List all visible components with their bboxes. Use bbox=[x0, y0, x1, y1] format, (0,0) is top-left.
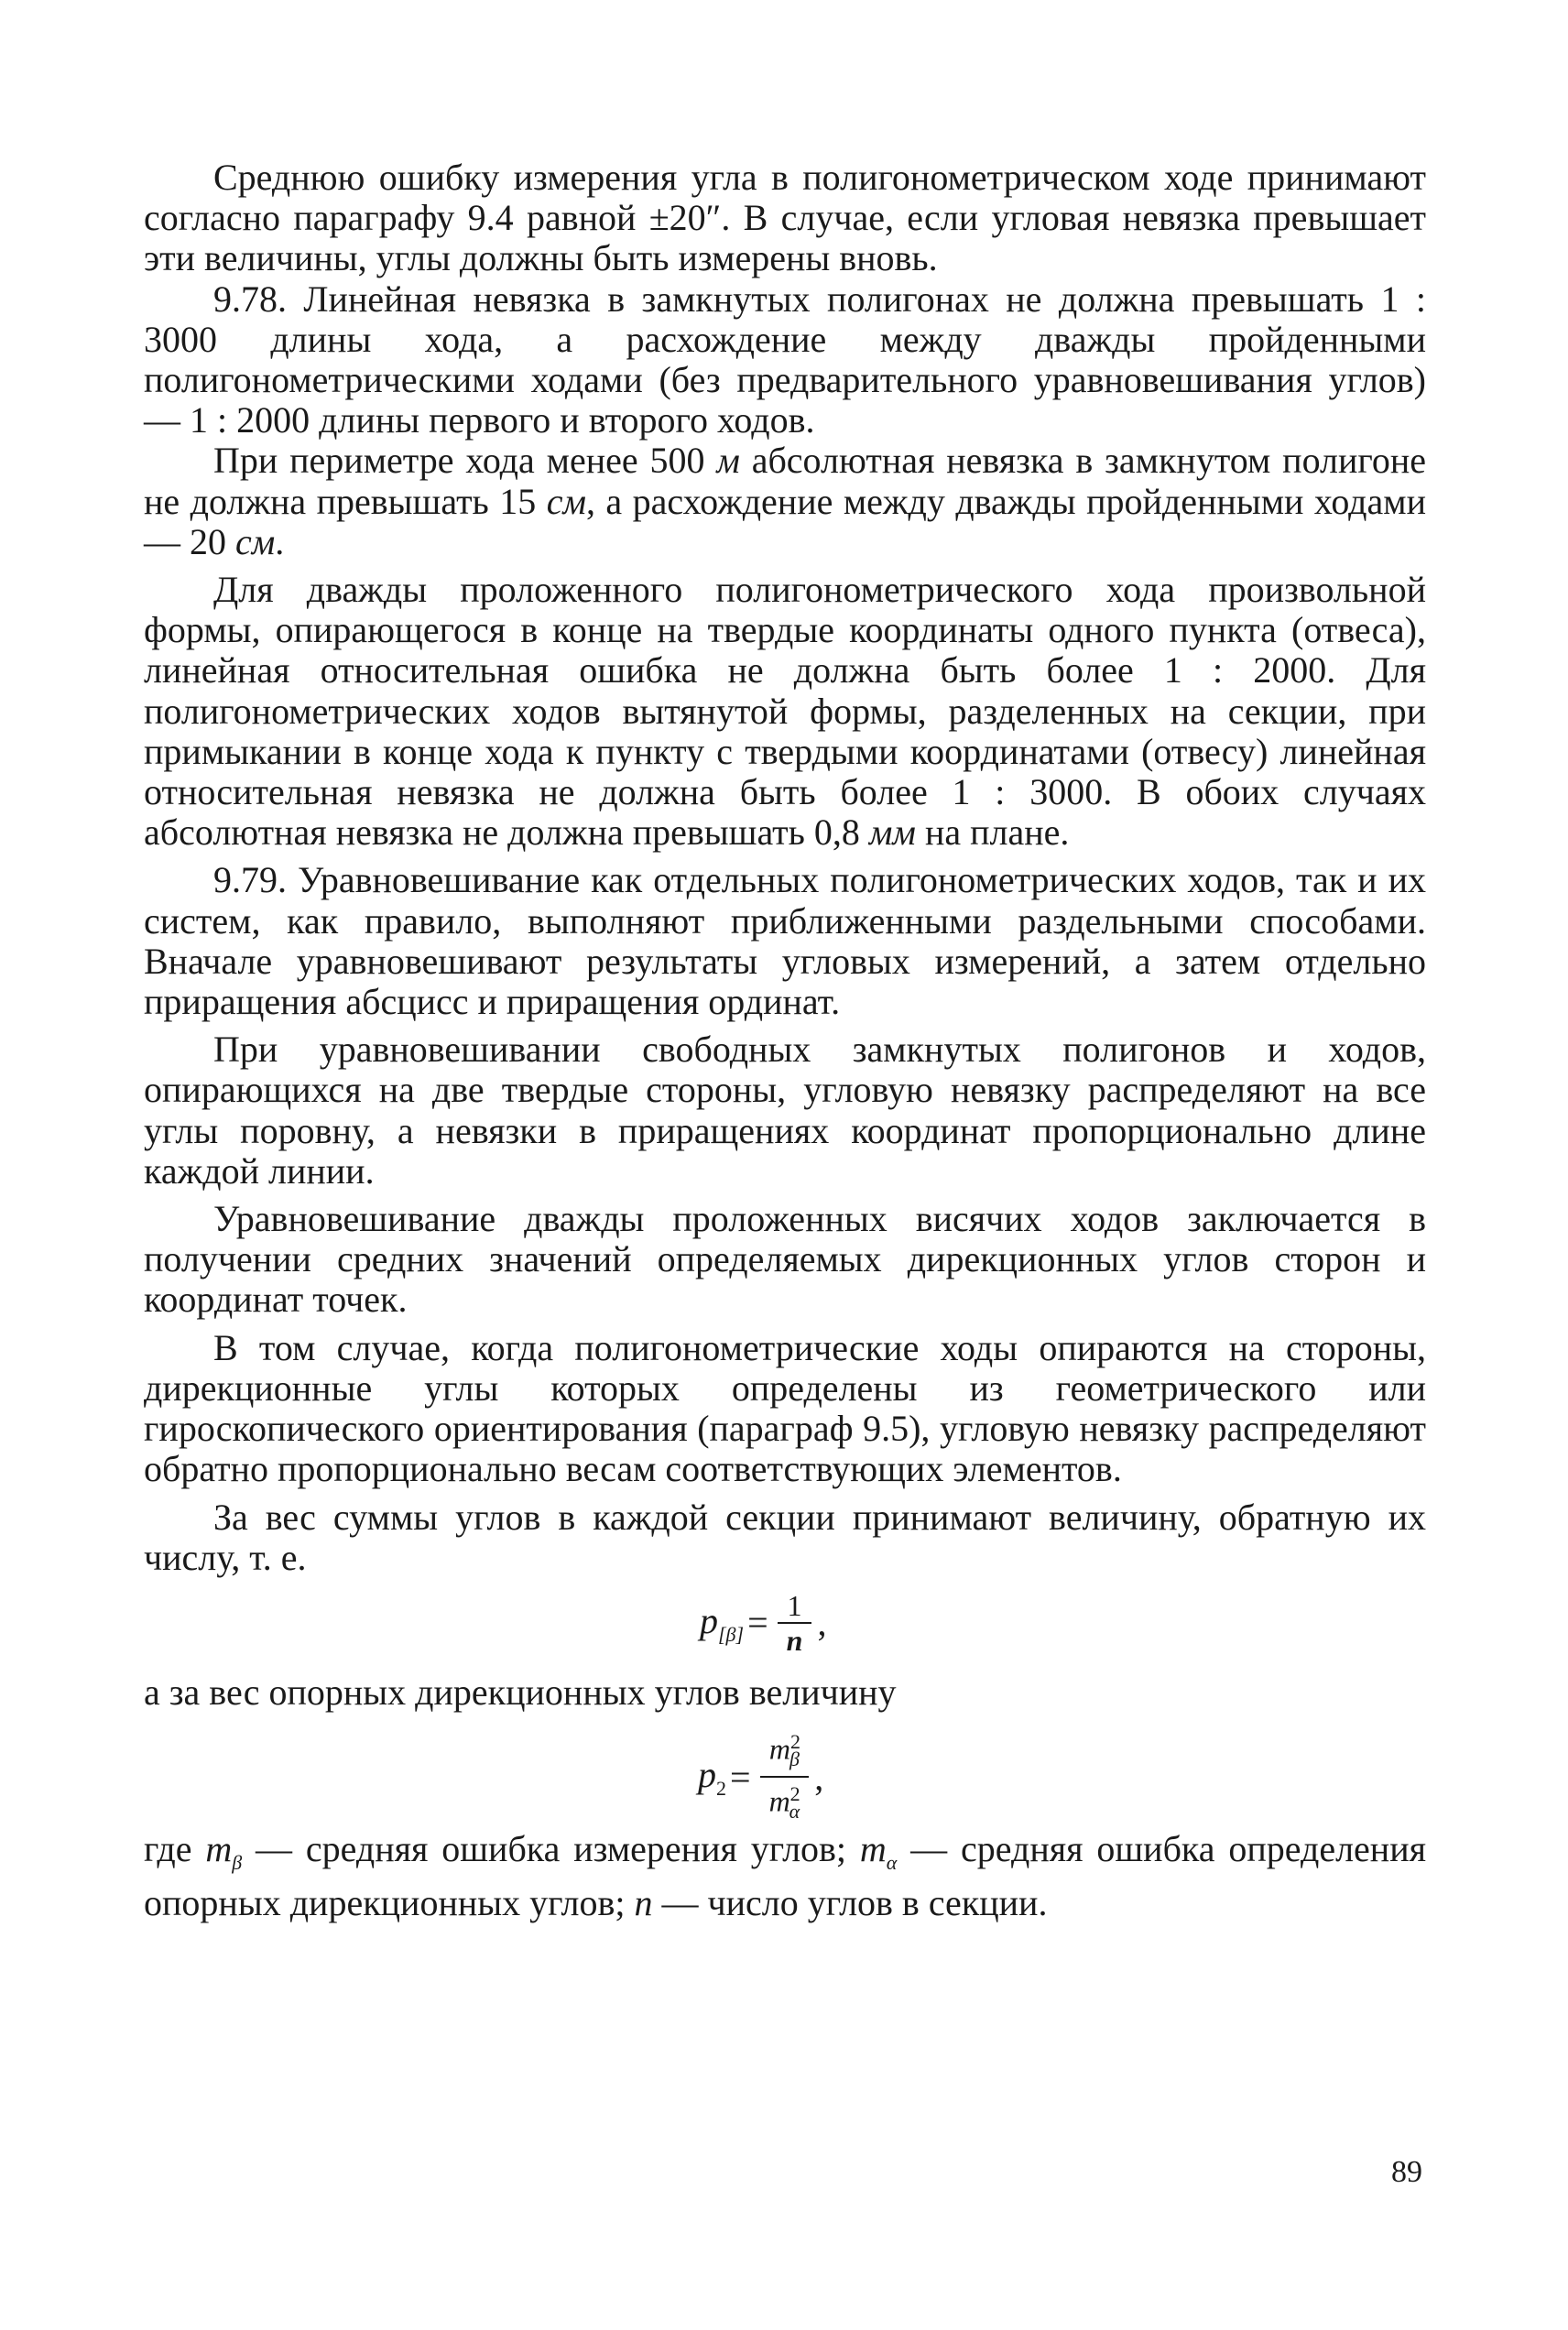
unit-cm: см bbox=[235, 520, 276, 562]
unit-cm: см bbox=[546, 480, 586, 522]
fraction-numerator: $m^2_\beta$ bbox=[768, 1730, 800, 1771]
text: Для дважды проложенного полигонометрического хода произвольной формы, опирающегося в конце на твердые координаты одного пункта (отвеса), линейная относительная ошибка не должна быть более 1 : 2000. Для полигонометрических ходов вытянутой формы, разделенных на секции, при примыкании в конце хода к пункту с твердыми координатами (отвесу) линейная относительная невязка не должна быть более 1 : 3000. В обоих случаях абсолютная невязка не должна превышать 0,8 bbox=[144, 569, 1426, 854]
formula-equals: = bbox=[747, 1602, 768, 1644]
text: — число углов в секции. bbox=[652, 1882, 1048, 1924]
formula-comma: , bbox=[814, 1756, 824, 1798]
text: на плане. bbox=[915, 811, 1070, 854]
paragraph-9-78: 9.78. Линейная невязка в замкнутых полигонах не должна превышать 1 : 3000 длины хода, а расхождение между дважды пройденными полигонометрическими ходами (без предварительного уравновешивания углов) — 1 : 2000 длины первого и второго ходов. bbox=[144, 278, 1426, 441]
text: . bbox=[275, 520, 285, 562]
paragraph-9-79: 9.79. Уравновешивание как отдельных полигонометрических ходов, так и их систем, как правило, выполняют приближенными раздельными способами. Вначале уравновешивают результаты угловых измерений, а затем отдельно приращения абсцисс и приращения ординат. bbox=[144, 859, 1426, 1023]
paragraph-orientation: В том случае, когда полигонометрические ходы опираются на стороны, дирекционные углы которых определены из геометрического или гироскопического ориентирования (параграф 9.5), угловую невязку распределяют обратно пропорционально весам соответствующих элементов. bbox=[144, 1326, 1426, 1490]
formula-weight-2 bbox=[144, 1713, 1426, 1836]
text: где bbox=[144, 1828, 206, 1870]
symbol-m-alpha: $m_\alpha$ bbox=[859, 1828, 898, 1875]
formula-weight-beta bbox=[144, 1578, 1426, 1693]
page-number: 89 bbox=[1391, 2155, 1422, 2189]
formula-fraction bbox=[778, 1589, 812, 1657]
symbol-n: n bbox=[634, 1882, 653, 1924]
formula-fraction bbox=[760, 1726, 810, 1828]
unit-mm: мм bbox=[868, 811, 916, 854]
page-body bbox=[144, 158, 1426, 1924]
paragraph-weight-sum: За вес суммы углов в каждой секции принимают величину, обратную их числу, т. е. bbox=[144, 1496, 1426, 1578]
paragraph-where bbox=[144, 1829, 1426, 1923]
fraction-numerator: 1 bbox=[787, 1588, 802, 1622]
formula-comma: , bbox=[817, 1602, 827, 1644]
text: — средняя ошибка определения опорных дирекционных углов; bbox=[144, 1828, 1427, 1924]
text: , а расхождение между дважды пройденными ходами — 20 bbox=[144, 480, 1427, 562]
paragraph-free-polygons: При уравновешивании свободных замкнутых полигонов и ходов, опирающихся на две твердые стороны, угловую невязку распределяют на все углы поровну, а невязки в приращениях координат пропорционально длине каждой линии. bbox=[144, 1029, 1426, 1192]
text: При периметре хода менее 500 bbox=[213, 440, 717, 482]
paragraph-perimeter bbox=[144, 441, 1426, 562]
paragraph-weight-directional: а за вес опорных дирекционных углов величину bbox=[144, 1671, 897, 1713]
formula-equals: = bbox=[730, 1756, 751, 1798]
text: абсолютная невязка в замкнутом полигоне не должна превышать 15 bbox=[144, 440, 1426, 522]
fraction-denominator: $m^2_\alpha$ bbox=[760, 1776, 810, 1828]
fraction-denominator: n bbox=[778, 1622, 812, 1657]
paragraph-hanging-traverses: Уравновешивание дважды проложенных висячих ходов заключается в получении средних значений определяемых дирекционных углов сторон и координат точек. bbox=[144, 1198, 1426, 1321]
text: — средняя ошибка измерения углов; bbox=[242, 1828, 860, 1870]
unit-m: м bbox=[716, 440, 740, 482]
paragraph-intro: Среднюю ошибку измерения угла в полигонометрическом ходе принимают согласно параграфу 9.4 равной ±20″. В случае, если угловая невязка превышает эти величины, углы должны быть измерены вновь. bbox=[144, 157, 1426, 279]
symbol-m-beta: $m_\beta$ bbox=[205, 1828, 243, 1875]
formula-lhs: $p_{[\beta]}$ bbox=[700, 1599, 745, 1646]
formula-lhs: $p_2$ bbox=[698, 1754, 726, 1801]
paragraph-double-traverse bbox=[144, 570, 1426, 853]
